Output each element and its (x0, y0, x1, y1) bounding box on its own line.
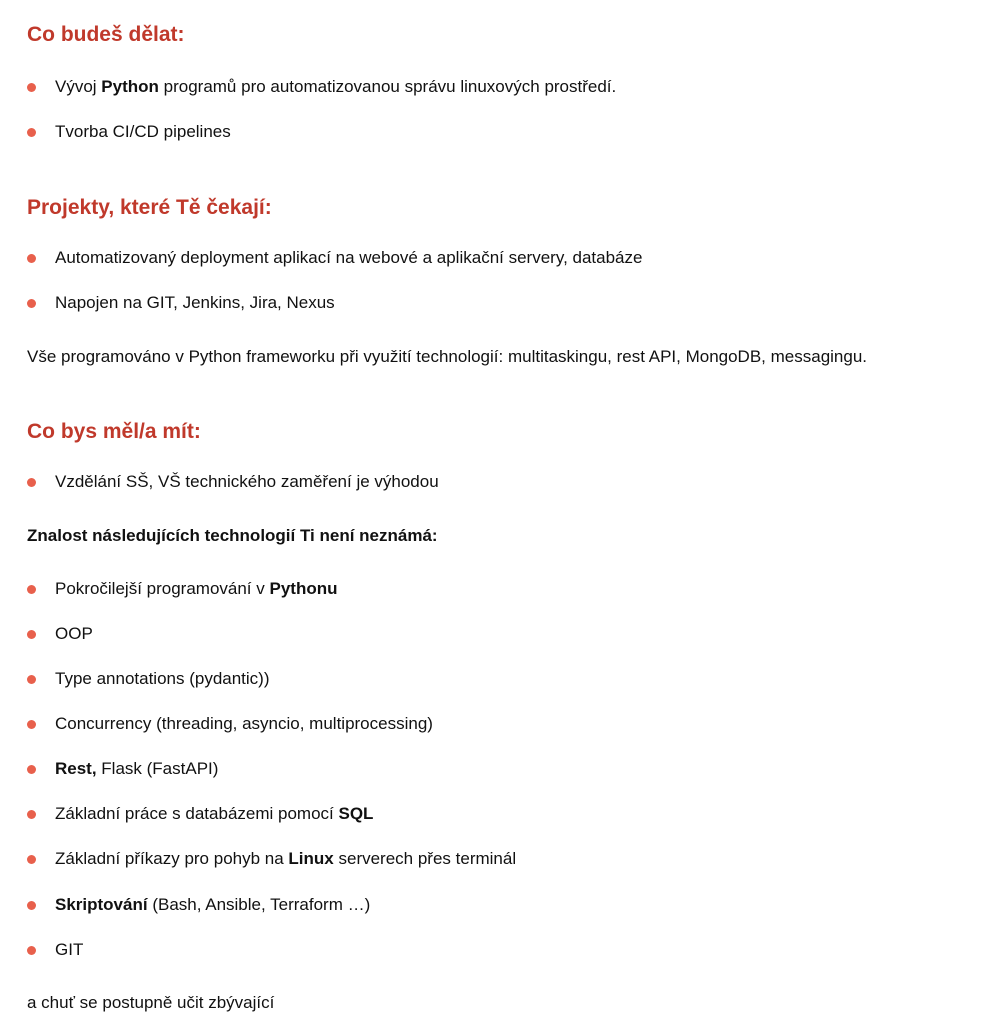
bullet-dot (27, 720, 36, 729)
item-text-pre: Type annotations (pydantic)) (55, 669, 270, 688)
bullet-dot (27, 855, 36, 864)
list-item (27, 938, 84, 962)
list-item (27, 291, 335, 315)
item-text-pre: Základní příkazy pro pohyb na (55, 849, 289, 868)
item-text-pre: GIT (55, 940, 84, 959)
item-text-pre: Základní práce s databázemi pomocí (55, 804, 339, 823)
list-item (27, 847, 517, 871)
projects-paragraph: Vše programováno v Python frameworku při využití technologií: multitaskingu, rest API, MongoDB, messagingu. (27, 347, 868, 366)
item-text-bold: Python (101, 77, 159, 96)
item-text-pre: Vzdělání SŠ, VŠ technického zaměření je výhodou (55, 472, 439, 491)
list-item (27, 470, 439, 494)
bullet-dot (27, 675, 36, 684)
bullet-dot (27, 478, 36, 487)
list-item (27, 893, 371, 917)
bullet-dot (27, 299, 36, 308)
item-text-bold: SQL (338, 804, 374, 823)
bullet-dot (27, 254, 36, 263)
bullet-dot (27, 946, 36, 955)
list-item (27, 802, 374, 826)
section-heading-requirements: Co bys měl/a mít: (27, 420, 201, 443)
item-text-pre: Concurrency (threading, asyncio, multiprocessing) (55, 714, 433, 733)
bullet-dot (27, 901, 36, 910)
bullet-dot (27, 128, 36, 137)
item-text-pre: Vývoj (55, 77, 102, 96)
item-text-post: serverech přes terminál (333, 849, 517, 868)
item-text-pre: Napojen na GIT, Jenkins, Jira, Nexus (55, 293, 335, 312)
item-text-pre: Pokročilejší programování v (55, 579, 270, 598)
item-text-bold: Linux (288, 849, 334, 868)
bullet-dot (27, 630, 36, 639)
list-item (27, 577, 338, 601)
list-item (27, 712, 433, 736)
bullet-dot (27, 810, 36, 819)
item-text-pre: OOP (55, 624, 93, 643)
list-item (27, 667, 270, 691)
item-text-pre: Tvorba CI/CD pipelines (55, 122, 231, 141)
list-item (27, 757, 219, 781)
bullet-dot (27, 83, 36, 92)
item-text-post: Flask (FastAPI) (96, 759, 219, 778)
bullet-dot (27, 585, 36, 594)
item-text-bold: Skriptování (55, 895, 148, 914)
item-text-bold: Pythonu (269, 579, 338, 598)
tech-subheading: Znalost následujících technologií Ti není neznámá: (27, 526, 438, 545)
list-item (27, 622, 93, 646)
list-item (27, 246, 643, 270)
list-item (27, 120, 231, 144)
item-text-post: programů pro automatizovanou správu linuxových prostředí. (158, 77, 617, 96)
closing-paragraph: a chuť se postupně učit zbývající (27, 993, 275, 1012)
bullet-dot (27, 765, 36, 774)
list-item (27, 75, 617, 99)
item-text-post: (Bash, Ansible, Terraform …) (147, 895, 371, 914)
item-text-bold: Rest, (55, 759, 97, 778)
section-heading-projects: Projekty, které Tě čekají: (27, 196, 272, 219)
item-text-pre: Automatizovaný deployment aplikací na webové a aplikační servery, databáze (55, 248, 643, 267)
section-heading-duties: Co budeš dělat: (27, 23, 185, 46)
